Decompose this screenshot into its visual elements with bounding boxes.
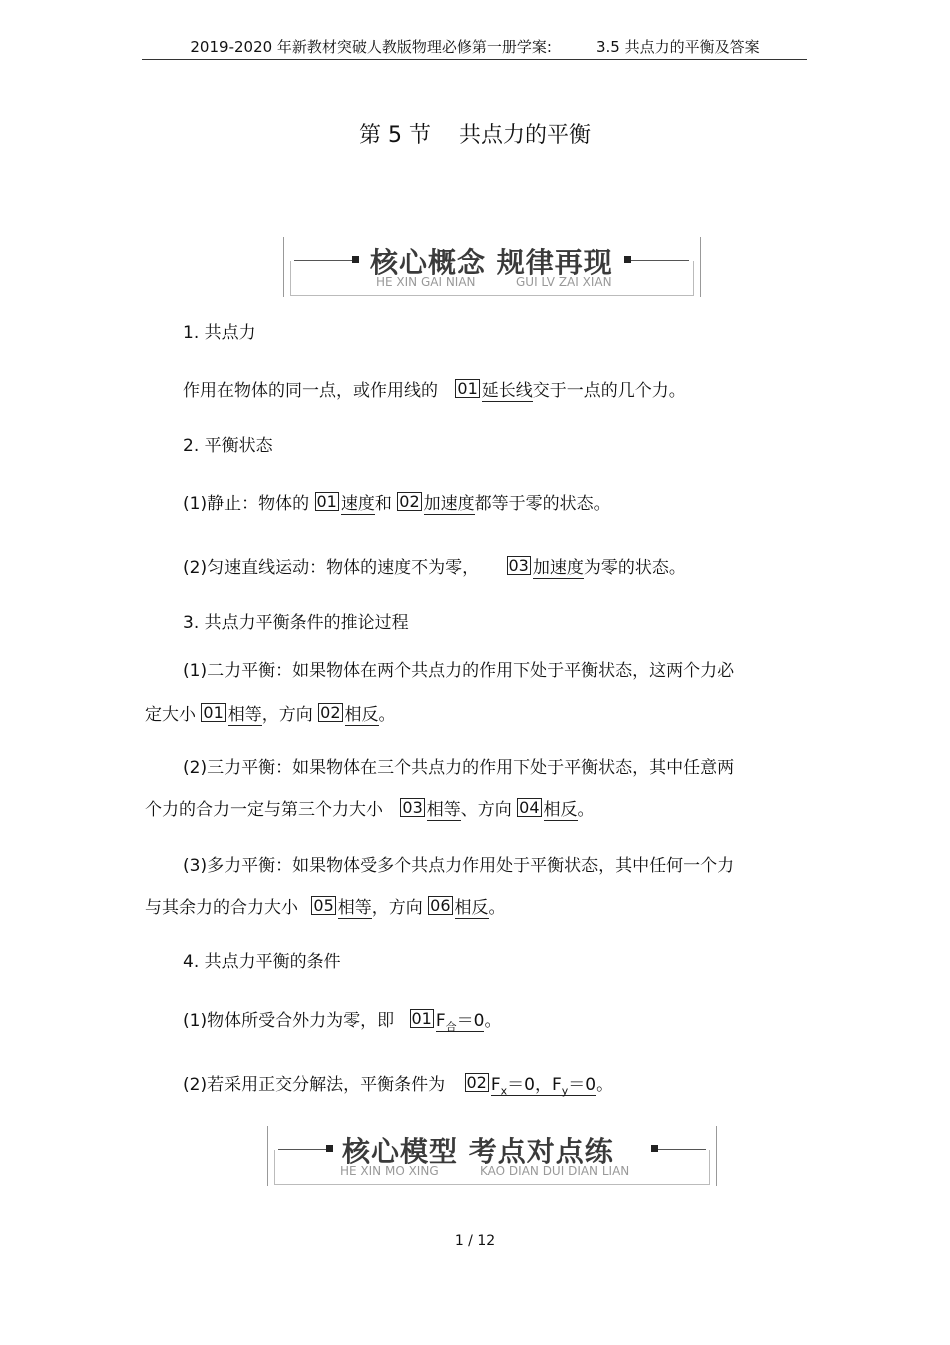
section-3-heading: 3. 共点力平衡条件的推论过程	[183, 613, 409, 633]
blank-number-box: 01	[316, 492, 337, 511]
section-3-item-1-line-1: (1)二力平衡：如果物体在两个共点力的作用下处于平衡状态，这两个力必	[183, 661, 735, 681]
answer-text: 速度	[340, 494, 375, 514]
blank-number-box: 02	[399, 492, 420, 511]
banner-bullet-icon	[624, 256, 631, 263]
answer-text: 相反	[454, 898, 489, 918]
banner-pinyin-left: HE XIN GAI NIAN	[376, 275, 476, 289]
answer-text: 相等	[337, 898, 372, 918]
header-doc-title: 2019-2020 年新教材突破人教版物理必修第一册学案:	[190, 38, 552, 56]
banner-title: 核心模型 考点对点练	[342, 1135, 614, 1168]
blank-number-box: 01	[457, 379, 478, 398]
blank-number-box: 02	[466, 1073, 487, 1092]
banner-core-models	[267, 1126, 717, 1186]
blank-number-box: 01	[203, 703, 224, 722]
answer-formula: $F_x=0$，$F_y=0$	[490, 1075, 597, 1098]
banner-bullet-icon	[326, 1145, 333, 1152]
header-rule	[142, 59, 807, 60]
answer-text: 加速度	[532, 558, 584, 578]
banner-bullet-icon	[651, 1145, 658, 1152]
blank-number-box: 01	[411, 1009, 432, 1028]
section-2-item-2: (2)匀速直线运动：物体的速度不为零， 03 加速度为零的状态。	[183, 556, 686, 578]
blank-number-box: 05	[313, 896, 334, 915]
banner-title: 核心概念 规律再现	[370, 246, 613, 279]
banner-pinyin-left: HE XIN MO XING	[340, 1164, 439, 1178]
section-3-item-3-line-2: 与其余力的合力大小 05 相等，方向 06 相反。	[145, 896, 506, 918]
section-4-item-2: (2)若采用正交分解法，平衡条件为 02 $F_x=0$，$F_y=0$。	[183, 1073, 614, 1098]
section-2-item-1: (1)静止：物体的 01 速度和 02 加速度都等于零的状态。	[183, 492, 611, 514]
header-section: 3.5 共点力的平衡及答案	[595, 38, 760, 56]
blank-number-box: 02	[320, 703, 341, 722]
section-3-item-3-line-1: (3)多力平衡：如果物体受多个共点力作用处于平衡状态，其中任何一个力	[183, 856, 735, 876]
blank-number-box: 04	[519, 798, 540, 817]
section-1-line: 作用在物体的同一点，或作用线的 01 延长线交于一点的几个力。	[183, 379, 686, 401]
page-title	[0, 118, 950, 149]
answer-formula: $F_合=0$	[435, 1011, 485, 1034]
banner-core-concepts	[283, 237, 701, 297]
section-3-item-1-line-2: 定大小 01 相等，方向 02 相反。	[145, 703, 396, 725]
page-header	[0, 36, 950, 57]
blank-number-box: 06	[430, 896, 451, 915]
section-4-heading: 4. 共点力平衡的条件	[183, 952, 341, 972]
section-2-heading: 2. 平衡状态	[183, 436, 273, 456]
answer-text: 相等	[426, 800, 461, 820]
title-name: 共点力的平衡	[458, 123, 591, 148]
page-number: 1 / 12	[454, 1233, 496, 1249]
answer-text: 相反	[543, 800, 578, 820]
title-section-number: 第 5 节	[359, 123, 431, 148]
banner-pinyin-right: GUI LV ZAI XIAN	[516, 275, 612, 289]
blank-number-box: 03	[402, 798, 423, 817]
banner-pinyin-right: KAO DIAN DUI DIAN LIAN	[480, 1164, 630, 1178]
section-3-item-2-line-1: (2)三力平衡：如果物体在三个共点力的作用下处于平衡状态，其中任意两	[183, 758, 735, 778]
section-4-item-1: (1)物体所受合外力为零，即 01 $F_合=0$。	[183, 1009, 502, 1034]
answer-text: 相反	[344, 705, 379, 725]
section-1-heading: 1. 共点力	[183, 323, 256, 343]
answer-text: 加速度	[423, 494, 475, 514]
banner-bullet-icon	[352, 256, 359, 263]
answer-text: 相等	[227, 705, 262, 725]
blank-number-box: 03	[508, 556, 529, 575]
section-3-item-2-line-2: 个力的合力一定与第三个力大小 03 相等、方向 04 相反。	[145, 798, 595, 820]
answer-text: 延长线	[481, 381, 533, 401]
